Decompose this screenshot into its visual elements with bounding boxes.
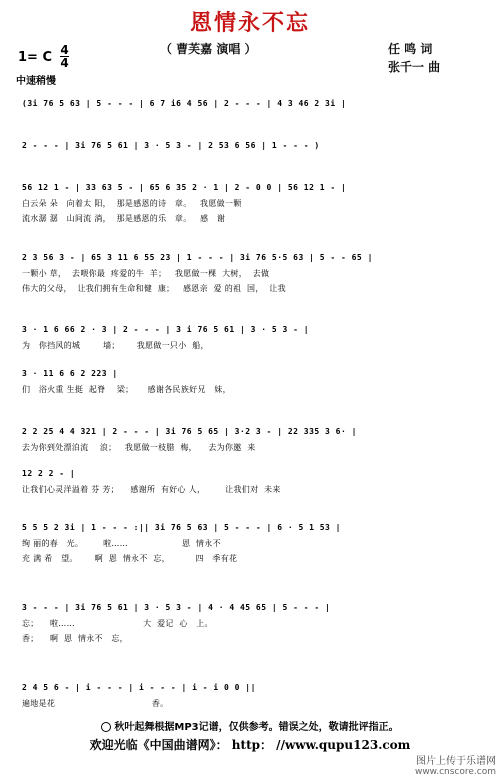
- score-row: [22, 366, 482, 397]
- tempo-marking: 中速稍慢: [16, 76, 56, 87]
- notes-line: 3 · 1 6 66 2 · 3 | 2 - - - | 3 i 76 5 61 | 3 · 5 3 - |: [22, 325, 310, 334]
- key-signature: 1= C: [18, 50, 53, 65]
- watermark: [415, 752, 496, 777]
- score-row: [22, 322, 482, 353]
- lyric-line: 去为你到处漂泊流 浪； 我愿做一枝腊 梅， 去为你邀 来: [22, 443, 256, 452]
- score-row: [22, 520, 482, 566]
- notes-line: 12 2 2 - |: [22, 469, 76, 478]
- notes-line: 2 3 56 3 - | 65 3 11 6 55 23 | 1 - - - | 3i 76 5·5 63 | 5 - - 65 |: [22, 253, 373, 262]
- score-row: [22, 466, 482, 497]
- notes-line: 3 - - - | 3i 76 5 61 | 3 · 5 3 - | 4 · 4 45 65 | 5 - - - |: [22, 603, 331, 612]
- score-row: [22, 680, 482, 711]
- lyric-line: 忘； 啦…… 大 爱记 心 上。: [22, 619, 213, 628]
- song-title: 恩情永不忘: [189, 11, 310, 36]
- notes-line: 2 - - - | 3i 76 5 61 | 3 · 5 3 - | 2 53 6 56 | 1 - - - ): [22, 141, 320, 150]
- watermark-line-2: www.cnscore.com: [414, 767, 496, 777]
- notes-line: 2 4 5 6 - | i - - - | i - - - | i - i 0 0 ||: [22, 683, 256, 692]
- score-row: [22, 424, 482, 455]
- circle-bullet-icon: [101, 722, 111, 732]
- notes-line: 5 5 5 2 3i | 1 - - - :|| 3i 76 5 63 | 5 - - - | 6 · 5 1 53 |: [22, 523, 341, 532]
- notes-line: (3i 76 5 63 | 5 - - - | 6 7 i6 4 56 | 2 - - - | 4 3 46 2 3i |: [22, 99, 347, 108]
- score-row: [22, 180, 482, 226]
- score-row: [22, 96, 482, 112]
- welcome-line: 欢迎光临《中国曲谱网》： http： //www.qupu123.com: [89, 738, 411, 752]
- transcription-note: 秋叶起舞根据MP3记谱，仅供参考。错误之处，敬请批评指正。: [0, 718, 500, 733]
- time-signature: [60, 44, 69, 69]
- lyric-line: 让我们心灵洋溢着 芬 芳； 感谢所 有好心 人， 让我们对 未来: [22, 485, 281, 494]
- meter-bottom: 4: [60, 56, 69, 70]
- lyric-line: 伟大的父母， 让我们拥有生命和健 康； 感恩亲 爱 的祖 国， 让我: [22, 284, 286, 293]
- composer-credit: 张千一 曲: [388, 60, 441, 74]
- lyric-line: 绚 丽的春 光。 啦…… 恩 情永不: [22, 539, 221, 548]
- notes-line: 3 · 11 6 6 2 223 |: [22, 369, 118, 378]
- lyric-line: 遍地是花 香。: [22, 699, 169, 708]
- meter-top: 4: [60, 43, 69, 57]
- score-row: [22, 250, 482, 296]
- lyricist-credit: 任 鸣 词: [388, 42, 433, 56]
- lyric-line: 为 你挡风的城 墙； 我愿做一只小 船，: [22, 341, 209, 350]
- lyric-line: 充 满 希 望。 啊 恩 情永不 忘， 四 季有花: [22, 554, 238, 563]
- score-row: [22, 138, 482, 154]
- watermark-line-1: 图片上传于乐谱网: [416, 756, 496, 767]
- notes-line: 56 12 1 - | 33 63 5 - | 65 6 35 2 · 1 | 2 - 0 0 | 56 12 1 - |: [22, 183, 347, 192]
- lyric-line: 香； 啊 恩 情永不 忘，: [22, 634, 128, 643]
- lyric-line: 一颗小 草， 去喂你最 疼爱的牛 羊； 我愿做一棵 大树， 去做: [22, 269, 270, 278]
- lyric-line: 们 浴火重 生挺 起脊 梁； 感谢各民族好兄 妹，: [22, 385, 231, 394]
- notes-line: 2 2 25 4 4 321 | 2 - - - | 3i 76 5 65 | 3·2 3 - | 22 335 3 6· |: [22, 427, 357, 436]
- lyric-line: 白云朵 朵 向着太 阳， 那是感恩的诗 章。 我愿做一颗: [22, 199, 242, 208]
- singer-credit: （ 曹芙嘉 演唱 ）: [160, 42, 257, 56]
- score-row: [22, 600, 482, 646]
- lyric-line: 流水潺 潺 山间流 淌， 那是感恩的乐 章。 感 谢: [22, 214, 226, 223]
